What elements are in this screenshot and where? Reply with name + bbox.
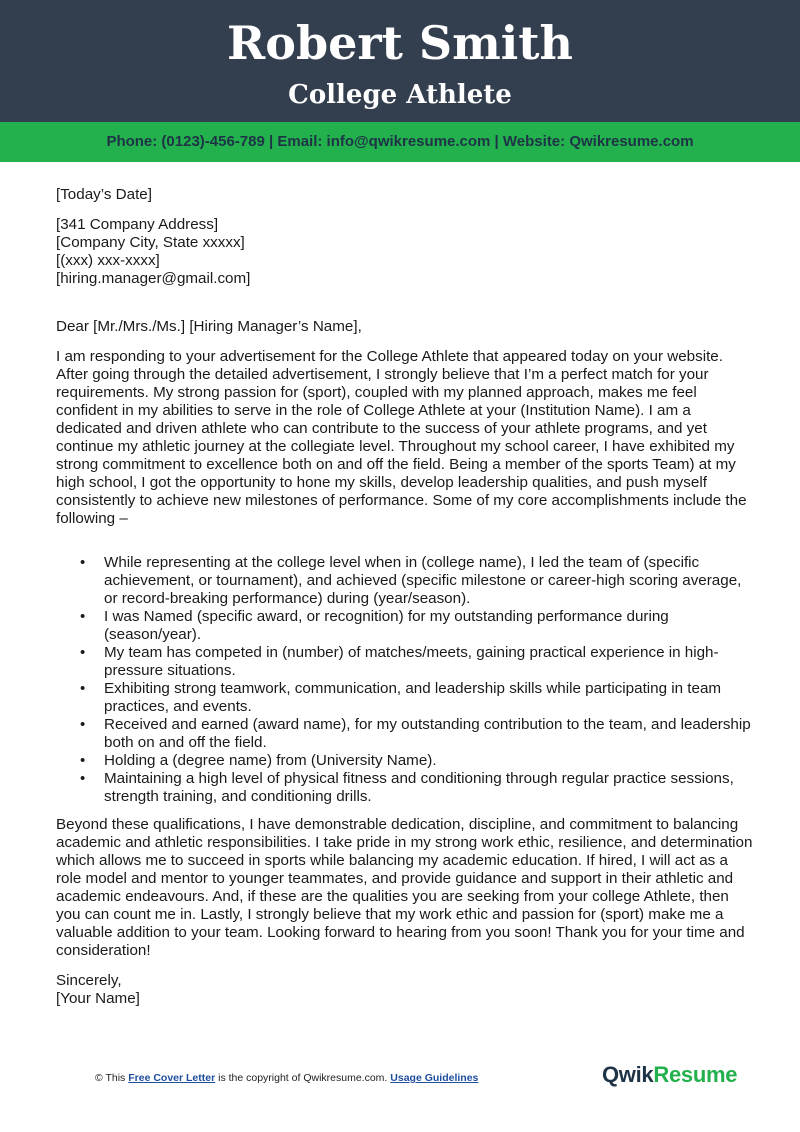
qwikresume-logo[interactable] [602, 1062, 737, 1088]
copyright-text: is the copyright of Qwikresume.com. [218, 1072, 388, 1084]
logo-qwik: Qwik [602, 1062, 654, 1087]
salutation: Dear [Mr./Mrs./Ms.] [Hiring Manager’s Name], [56, 318, 362, 335]
applicant-name: Robert Smith [227, 16, 573, 70]
address-line: [Company City, State xxxxx] [56, 234, 245, 251]
logo-resume: Resume [653, 1062, 738, 1087]
letter-date: [Today’s Date] [56, 186, 152, 203]
list-item: • I was Named (specific award, or recognition) for my outstanding performance during (season/year). [104, 608, 756, 644]
contact-bar: Phone: (0123)-456-789 | Email: info@qwikresume.com | Website: Qwikresume.com [0, 122, 800, 162]
header-banner [0, 0, 800, 122]
address-line: [341 Company Address] [56, 216, 219, 233]
copyright-note [95, 1072, 478, 1084]
signature: [Your Name] [56, 990, 140, 1007]
copyright-prefix: © This [95, 1072, 126, 1084]
intro-paragraph: I am responding to your advertisement for the College Athlete that appeared today on your website. After going through the detailed advertisement, I strongly believe that I’m a perfect match for your requirements. My strong passion for (sport), coupled with my planned approach, makes me feel confident in my abilities to serve in the role of College Athlete at your (Institution Name). I am a dedicated and driven athlete who can contribute to the success of your athlete programs, and yet continue my athletic journey at the collegiate level. Throughout my school career, I have exhibited my strong commitment to excellence both on and off the field. Being a member of the sports Team) at my high school, I got the opportunity to hone my skills, develop leadership qualities, and push myself consistently to achieve new milestones of performance. Some of my core accomplishments include the following – [56, 348, 747, 527]
job-title: College Athlete [288, 80, 512, 110]
closing-paragraph: Beyond these qualifications, I have demonstrable dedication, discipline, and commitment to balancing academic and athletic responsibilities. I take pride in my strong work ethic, resilience, and determination which allows me to succeed in sports while balancing my academic education. If hired, I will act as a role model and mentor to younger teammates, and provide guidance and support in their athletic and academic endeavours. And, if these are the qualities you are seeking from your college Athlete, then you can count me in. Lastly, I strongly believe that my work ethic and passion for (sport) make me a valuable addition to your team. Looking forward to hearing from you soon! Thank you for your time and consideration! [56, 816, 753, 959]
recipient-address [56, 216, 756, 288]
address-line: [(xxx) xxx-xxxx] [56, 252, 160, 269]
list-item: • Maintaining a high level of physical fitness and conditioning through regular practice sessions, strength training, and conditioning drills. [104, 770, 756, 806]
letter-body [56, 186, 756, 1008]
list-item: • Exhibiting strong teamwork, communication, and leadership skills while participating in team practices, and events. [104, 680, 756, 716]
list-item: • While representing at the college level when in (college name), I led the team of (specific achievement, or tournament), and achieved (specific milestone or career-high scoring average, or record-breaking performance) during (year/season). [104, 554, 756, 608]
accomplishments-list [56, 554, 756, 806]
closing: Sincerely, [56, 972, 122, 989]
list-item: • Received and earned (award name), for my outstanding contribution to the team, and leadership both on and off the field. [104, 716, 756, 752]
list-item: • Holding a (degree name) from (University Name). [104, 752, 756, 770]
address-line: [hiring.manager@gmail.com] [56, 270, 251, 287]
usage-guidelines-link[interactable]: Usage Guidelines [390, 1072, 479, 1084]
free-cover-letter-link[interactable]: Free Cover Letter [128, 1072, 216, 1084]
list-item: • My team has competed in (number) of matches/meets, gaining practical experience in high-pressure situations. [104, 644, 756, 680]
